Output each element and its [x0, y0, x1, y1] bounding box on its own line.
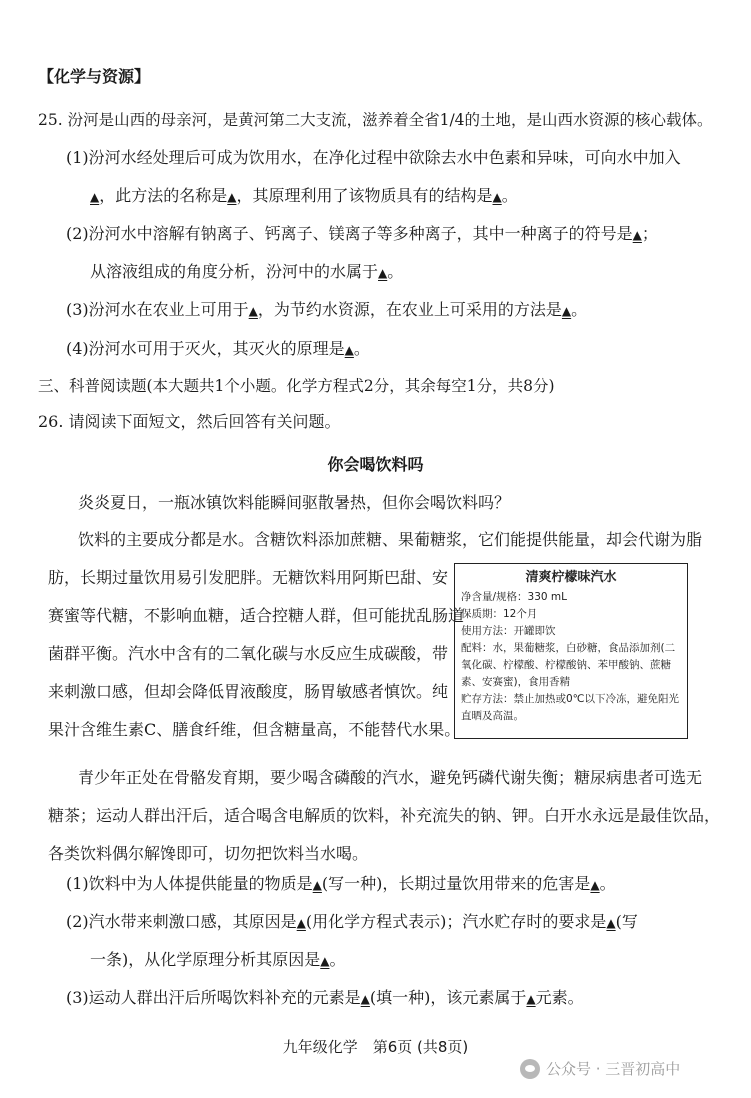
article-paragraph-2-line-2: 肪，长期过量饮用易引发肥胖。无糖饮料用阿斯巴甜、安 — [48, 568, 449, 587]
article-paragraph-2-line-4: 菌群平衡。汽水中含有的二氧化碳与水反应生成碳酸，带 — [48, 644, 449, 663]
product-usage: 使用方法：开罐即饮 — [461, 625, 556, 637]
watermark — [520, 1058, 680, 1079]
q26-part1: (1)饮料中为人体提供能量的物质是▲(写一种)，长期过量饮用带来的危害是▲。 — [66, 874, 616, 893]
page-footer: 九年级化学 第6页 (共8页) — [282, 1038, 469, 1056]
q25-part3: (3)汾河水在农业上可用于▲，为节约水资源，在农业上可采用的方法是▲。 — [66, 300, 588, 319]
q25-part2-line1: (2)汾河水中溶解有钠离子、钙离子、镁离子等多种离子，其中一种离子的符号是▲； — [66, 224, 658, 243]
q26-part2-line2: 一条)，从化学原理分析其原因是▲。 — [90, 950, 346, 969]
q25-part4: (4)汾河水可用于灭火，其灭火的原理是▲。 — [66, 339, 370, 358]
answer-blank[interactable]: ▲ — [632, 228, 642, 242]
watermark-text: 公众号 · 三晋初高中 — [546, 1060, 681, 1078]
article-paragraph-1: 炎炎夏日，一瓶冰镇饮料能瞬间驱散暑热，但你会喝饮料吗？ — [78, 493, 511, 512]
q25-part2-line2: 从溶液组成的角度分析，汾河中的水属于▲。 — [90, 262, 404, 281]
answer-blank[interactable]: ▲ — [561, 304, 572, 318]
article-paragraph-2-line-1: 饮料的主要成分都是水。含糖饮料添加蔗糖、果葡糖浆，它们能提供能量，却会代谢为脂 — [78, 530, 703, 549]
product-label — [454, 563, 688, 739]
answer-blank[interactable]: ▲ — [590, 878, 600, 892]
answer-blank[interactable]: ▲ — [296, 916, 306, 930]
answer-blank[interactable]: ▲ — [492, 190, 502, 204]
answer-blank[interactable]: ▲ — [90, 190, 100, 204]
article-paragraph-3-line-3: 各类饮料偶尔解馋即可，切勿把饮料当水喝。 — [48, 844, 369, 863]
q26-part2-line1: (2)汽水带来刺激口感，其原因是▲(用化学方程式表示)；汽水贮存时的要求是▲(写 — [66, 912, 638, 931]
answer-blank[interactable]: ▲ — [227, 190, 237, 204]
article-paragraph-2-line-6: 果汁含维生素C、膳食纤维，但含糖量高，不能替代水果。 — [48, 720, 461, 739]
answer-blank[interactable]: ▲ — [344, 343, 354, 357]
article-title: 你会喝饮料吗 — [327, 455, 424, 474]
product-ingredients: 配料：水，果葡糖浆，白砂糖，食品添加剂(二氧化碳、柠檬酸、柠檬酸钠、苯甲酸钠、蔗糖素、安赛蜜)，食用香精 — [461, 642, 676, 688]
article-paragraph-3-line-2: 糖茶；运动人群出汗后，适合喝含电解质的饮料，补充流失的钠、钾。白开水永远是最佳饮品， — [48, 806, 721, 825]
answer-blank[interactable]: ▲ — [320, 954, 330, 968]
answer-blank[interactable]: ▲ — [526, 992, 536, 1006]
answer-blank[interactable]: ▲ — [360, 992, 370, 1006]
product-label-title: 清爽柠檬味汽水 — [525, 570, 617, 585]
q26-part3: (3)运动人群出汗后所喝饮料补充的元素是▲(填一种)，该元素属于▲元素。 — [66, 988, 584, 1007]
answer-blank[interactable]: ▲ — [606, 916, 616, 930]
answer-blank[interactable]: ▲ — [312, 878, 322, 892]
q26-intro: 26. 请阅读下面短文，然后回答有关问题。 — [38, 412, 341, 431]
product-shelf-life: 保质期：12个月 — [461, 608, 538, 620]
q25-part1-line2: ▲，此方法的名称是▲，其原理利用了该物质具有的结构是▲。 — [90, 186, 518, 205]
q25-stem: 25. 汾河是山西的母亲河，是黄河第二大支流，滋养着全省1/4的土地，是山西水资源的核心载体。 — [38, 111, 713, 129]
product-storage: 贮存方法：禁止加热或0℃以下冷冻，避免阳光直晒及高温。 — [461, 693, 679, 722]
section-3-header: 三、科普阅读题(本大题共1个小题。化学方程式2分，其余每空1分，共8分) — [38, 377, 555, 395]
article-paragraph-2-line-3: 赛蜜等代糖，不影响血糖，适合控糖人群，但可能扰乱肠道 — [48, 606, 465, 625]
article-paragraph-2-line-5: 来刺激口感，但却会降低胃液酸度，肠胃敏感者慎饮。纯 — [48, 682, 449, 701]
product-net-content: 净含量/规格：330 mL — [461, 591, 567, 603]
wechat-icon — [520, 1059, 540, 1079]
section-header: 【化学与资源】 — [38, 67, 151, 86]
answer-blank[interactable]: ▲ — [248, 304, 258, 318]
q25-part1-line1: (1)汾河水经处理后可成为饮用水，在净化过程中欲除去水中色素和异味，可向水中加入 — [66, 148, 681, 167]
answer-blank[interactable]: ▲ — [378, 266, 388, 280]
article-paragraph-3-line-1: 青少年正处在骨骼发育期，要少喝含磷酸的汽水，避免钙磷代谢失衡；糖尿病患者可选无 — [78, 768, 703, 787]
